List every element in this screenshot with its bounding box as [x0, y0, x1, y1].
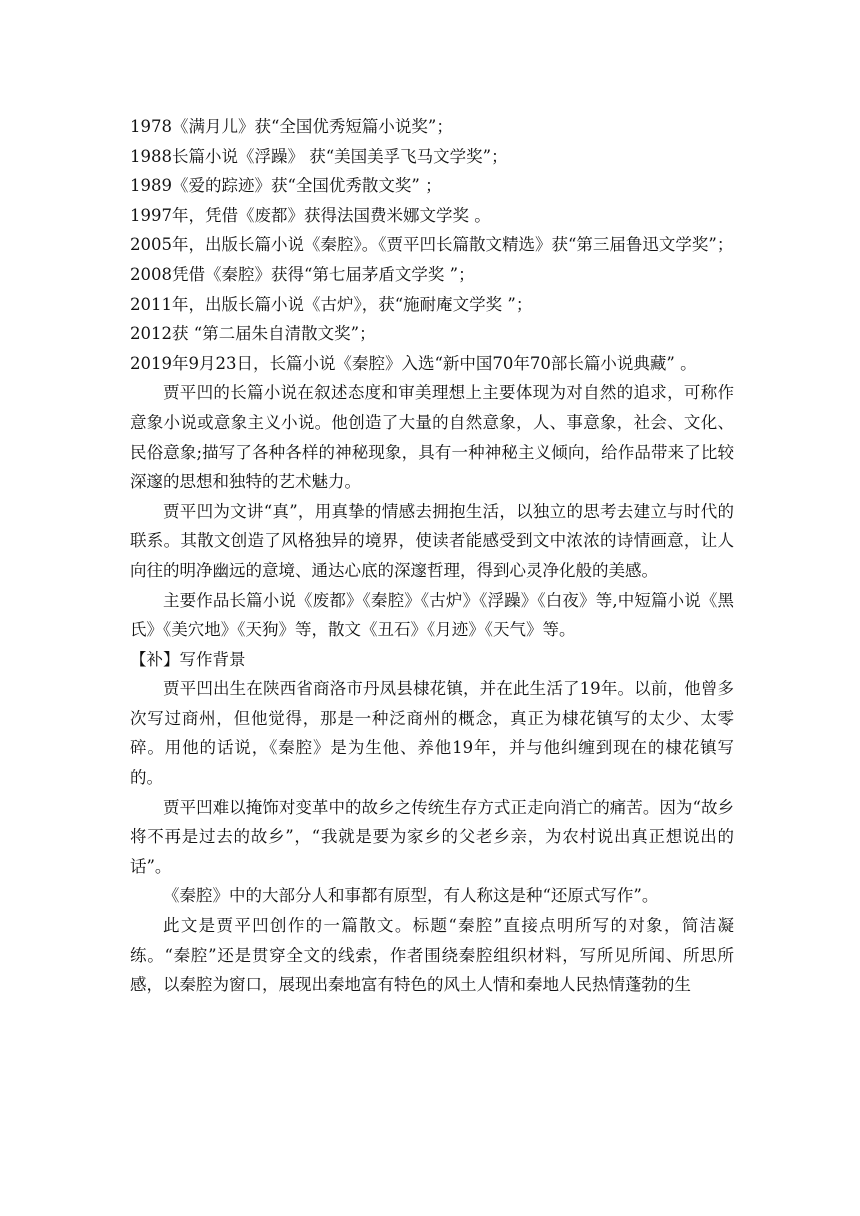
intro-paragraph-novels: 贾平凹的长篇小说在叙述态度和审美理想上主要体现为对自然的追求，可称作意象小说或意象主义小说。他创造了大量的自然意象，人、事意象，社会、文化、民俗意象;描写了各种各样的神秘现象，具有一种神秘主义倾向，给作品带来了比较深邃的思想和独特的艺术魅力。 [130, 383, 734, 492]
background-paragraph-prototype: 《秦腔》中的大部分人和事都有原型，有人称这是种“还原式写作”。 [163, 886, 659, 906]
document-body [130, 112, 734, 1000]
award-line-1978: 1978《满月儿》获“全国优秀短篇小说奖”； [130, 117, 453, 136]
section-heading-background: 【补】写作背景 [130, 649, 246, 669]
award-line-1989: 1989《爱的踪迹》获“全国优秀散文奖” ； [130, 176, 442, 196]
award-line-2019: 2019年9月23日，长篇小说《秦腔》入选“新中国70年70部长篇小说典藏” 。 [130, 353, 697, 373]
background-paragraph-pain: 贾平凹难以掩饰对变革中的故乡之传统生存方式正走向消亡的痛苦。因为“故乡将不再是过去的故乡”，“我就是要为家乡的父老乡亲，为农村说出真正想说出的话”。 [130, 797, 734, 876]
award-line-2005: 2005年，出版长篇小说《秦腔》。《贾平凹长篇散文精选》获“第三届鲁迅文学奖”； [130, 235, 734, 255]
award-line-2012: 2012获 “第二届朱自清散文奖”； [130, 324, 376, 344]
intro-paragraph-works: 主要作品长篇小说《废都》《秦腔》《古炉》《浮躁》《白夜》等,中短篇小说《黑氏》《美穴地》《天狗》等，散文《丑石》《月迹》《天气》等。 [130, 590, 734, 640]
award-line-2011: 2011年，出版长篇小说《古炉》，获“施耐庵文学奖 ”； [130, 294, 533, 314]
background-paragraph-essay: 此文是贾平凹创作的一篇散文。标题“秦腔”直接点明所写的对象，简洁凝练。“秦腔”还是贯穿全文的线索，作者围绕秦腔组织材料，写所见所闻、所思所感，以秦腔为窗口，展现出秦地富有特色的风土人情和秦地人民热情蓬勃的生 [130, 916, 734, 995]
background-paragraph-hometown: 贾平凹出生在陕西省商洛市丹凤县棣花镇，并在此生活了19年。以前，他曾多次写过商州，但他觉得，那是一种泛商州的概念，真正为棣花镇写的太少、太零碎。用他的话说，《秦腔》是为生他、养他19年，并与他纠缠到现在的棣花镇写的。 [130, 679, 734, 788]
intro-paragraph-essays: 贾平凹为文讲“真”，用真挚的情感去拥抱生活，以独立的思考去建立与时代的联系。其散文创造了风格独异的境界，使读者能感受到文中浓浓的诗情画意，让人向往的明净幽远的意境、通达心底的深邃哲理，得到心灵净化般的美感。 [130, 501, 734, 580]
award-line-1988: 1988长篇小说《浮躁》 获“美国美孚飞马文学奖”； [130, 146, 508, 166]
award-line-2008: 2008凭借《秦腔》获得“第七届茅盾文学奖 ”； [130, 264, 475, 284]
award-line-1997: 1997年，凭借《废都》获得法国费米娜文学奖 。 [130, 205, 491, 225]
